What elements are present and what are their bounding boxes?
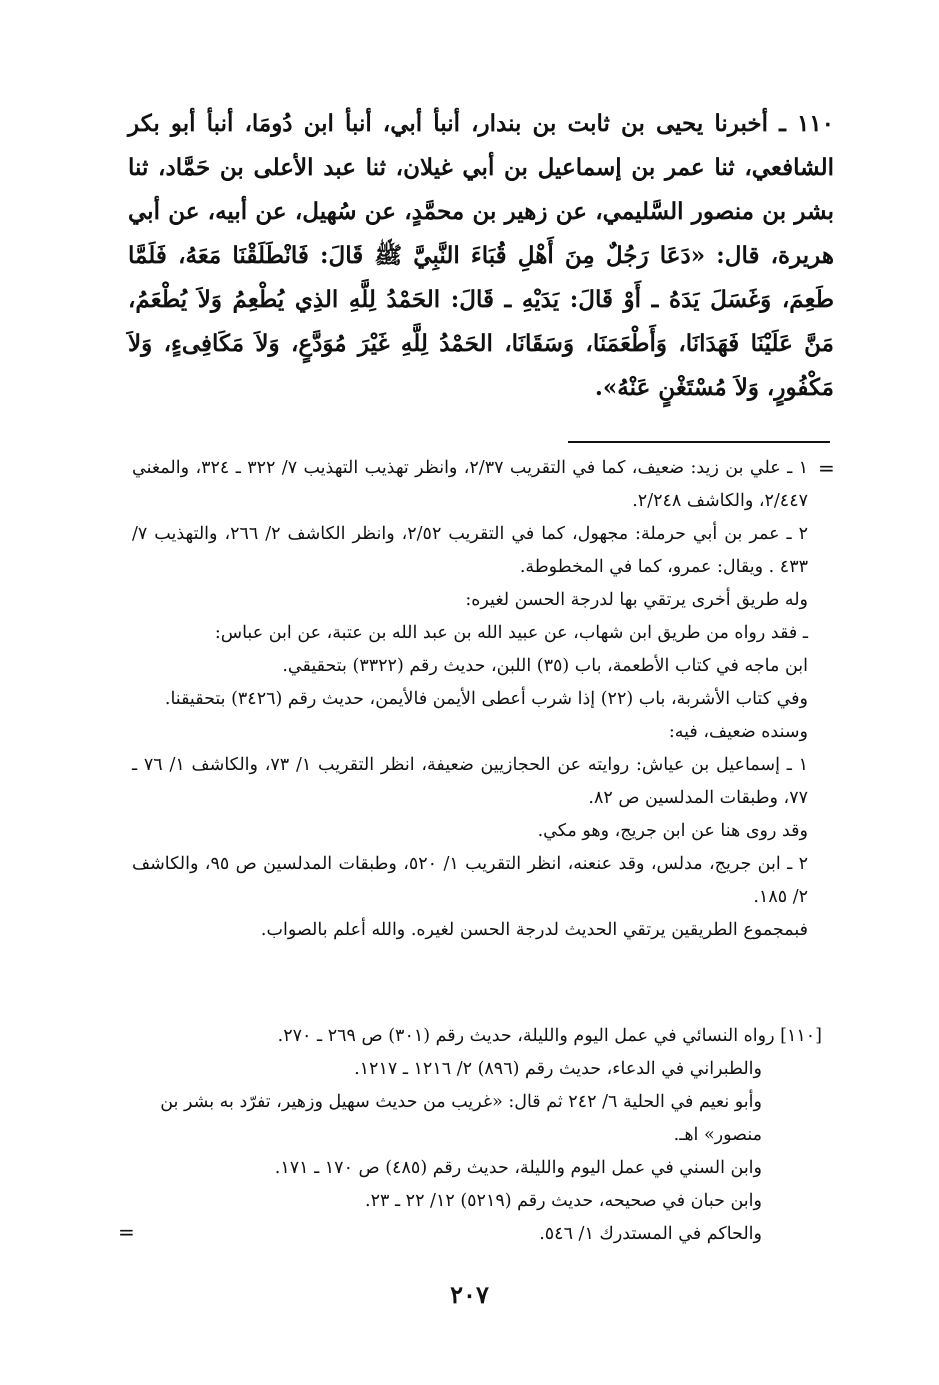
footnote-line: ـ فقد رواه من طريق ابن شهاب، عن عبيد الله بن عبد الله بن عتبة، عن ابن عباس:	[214, 623, 808, 643]
isnad-text: ـ أخبرنا يحيى بن ثابت بن بندار، أنبأ أبي، أنبأ ابن دُومَا، أنبأ أبو بكر الشافعي، ثنا عمر بن إسماعيل بن أبي غيلان، ثنا عبد الأعلى بن حَمَّاد، ثنا بشر بن منصور السَّليمي، عن زهير بن محمَّدٍ، عن سُهيل، عن أبيه، عن أبي هريرة، قال:	[128, 110, 834, 269]
footnote-line: ١ ـ علي بن زيد: ضعيف، كما في التقريب ٢/٣٧، وانظر تهذيب التهذيب ٧/ ٣٢٢ ـ ٣٢٤، والمغني ٢/٤٤٧، والكاشف ٢/٢٤٨.	[132, 458, 808, 511]
matn-text: «دَعَا رَجُلٌ مِنَ أَهْلِ قُبَاءَ النَّبِيَّ ﷺ قَالَ: فَانْطَلَقْنَا مَعَهُ، فَلَمَّا طَعِمَ، وَغَسَلَ يَدَهُ ـ أَوْ قَالَ: يَدَيْهِ ـ قَالَ: الحَمْدُ لِلَّهِ الذِي يُطْعِمُ وَلاَ يُطْعَمُ، مَنَّ عَلَيْنَا فَهَدَانَا، وَأَطْعَمَنَا، وَسَقَانَا، الحَمْدُ لِلَّهِ غَيْرَ مُوَدَّعٍ، وَلاَ مَكَافِىءٍ، وَلاَ مَكْفُورٍ، وَلاَ مُسْتَغْنٍ عَنْهُ».	[128, 242, 834, 401]
footnote-line: وفي كتاب الأشربة، باب (٢٢) إذا شرب أعطى الأيمن فالأيمن، حديث رقم (٣٤٢٦) بتحقيقنا.	[164, 689, 808, 709]
main-hadith-text	[128, 102, 834, 410]
footnote-line: ١ ـ إسماعيل بن عياش: روايته عن الحجازيين ضعيفة، انظر التقريب ١/ ٧٣، والكاشف ١/ ٧٦ ـ ٧٧، وطبقات المدلسين ص ٨٢.	[132, 755, 808, 808]
footnote-line: ٢ ـ ابن جريج، مدلس، وقد عنعنه، انظر التقريب ١/ ٥٢٠، وطبقات المدلسين ص ٩٥، والكاشف ٢/ ١٨٥.	[132, 854, 808, 907]
footnote-line: وسنده ضعيف، فيه:	[668, 722, 808, 742]
takhrij-line: وابن حبان في صحيحه، حديث رقم (٥٢١٩) ١٢/ ٢٢ ـ ٢٣.	[365, 1191, 762, 1211]
takhrij-line: والحاكم في المستدرك ١/ ٥٤٦.	[539, 1224, 762, 1244]
hadith-number: ١١٠	[796, 110, 834, 137]
page-number: ٢٠٧	[450, 1280, 489, 1309]
footnote-line: فبمجموع الطريقين يرتقي الحديث لدرجة الحسن لغيره. والله أعلم بالصواب.	[260, 920, 808, 940]
continuation-marker-top: =	[818, 456, 835, 480]
hadith-paragraph	[128, 102, 834, 410]
footnotes-previous-hadith	[132, 452, 808, 947]
footnote-line: وقد روى هنا عن ابن جريج، وهو مكي.	[537, 821, 808, 841]
takhrij-hadith-110	[132, 1020, 822, 1251]
footnote-divider	[568, 441, 830, 443]
takhrij-line: وأبو نعيم في الحلية ٦/ ٢٤٢ ثم قال: «غريب من حديث سهيل وزهير، تفرّد به بشر بن منصور» اهـ.	[160, 1092, 762, 1145]
takhrij-line: وابن السني في عمل اليوم والليلة، حديث رقم (٤٨٥) ص ١٧٠ ـ ١٧١.	[274, 1158, 762, 1178]
footnote-line: وله طريق أخرى يرتقي بها لدرجة الحسن لغيره:	[465, 590, 808, 610]
continuation-marker-bottom: =	[118, 1220, 135, 1244]
takhrij-line: والطبراني في الدعاء، حديث رقم (٨٩٦) ٢/ ١٢١٦ ـ ١٢١٧.	[354, 1059, 762, 1079]
takhrij-line: [١١٠] رواه النسائي في عمل اليوم والليلة، حديث رقم (٣٠١) ص ٢٦٩ ـ ٢٧٠.	[277, 1026, 822, 1046]
footnote-line: ٢ ـ عمر بن أبي حرملة: مجهول، كما في التقريب ٢/٥٢، وانظر الكاشف ٢/ ٢٦٦، والتهذيب ٧/ ٤٣٣ . ويقال: عمرو، كما في المخطوطة.	[132, 524, 809, 577]
footnote-line: ابن ماجه في كتاب الأطعمة، باب (٣٥) اللبن، حديث رقم (٣٣٢٢) بتحقيقي.	[282, 656, 808, 676]
